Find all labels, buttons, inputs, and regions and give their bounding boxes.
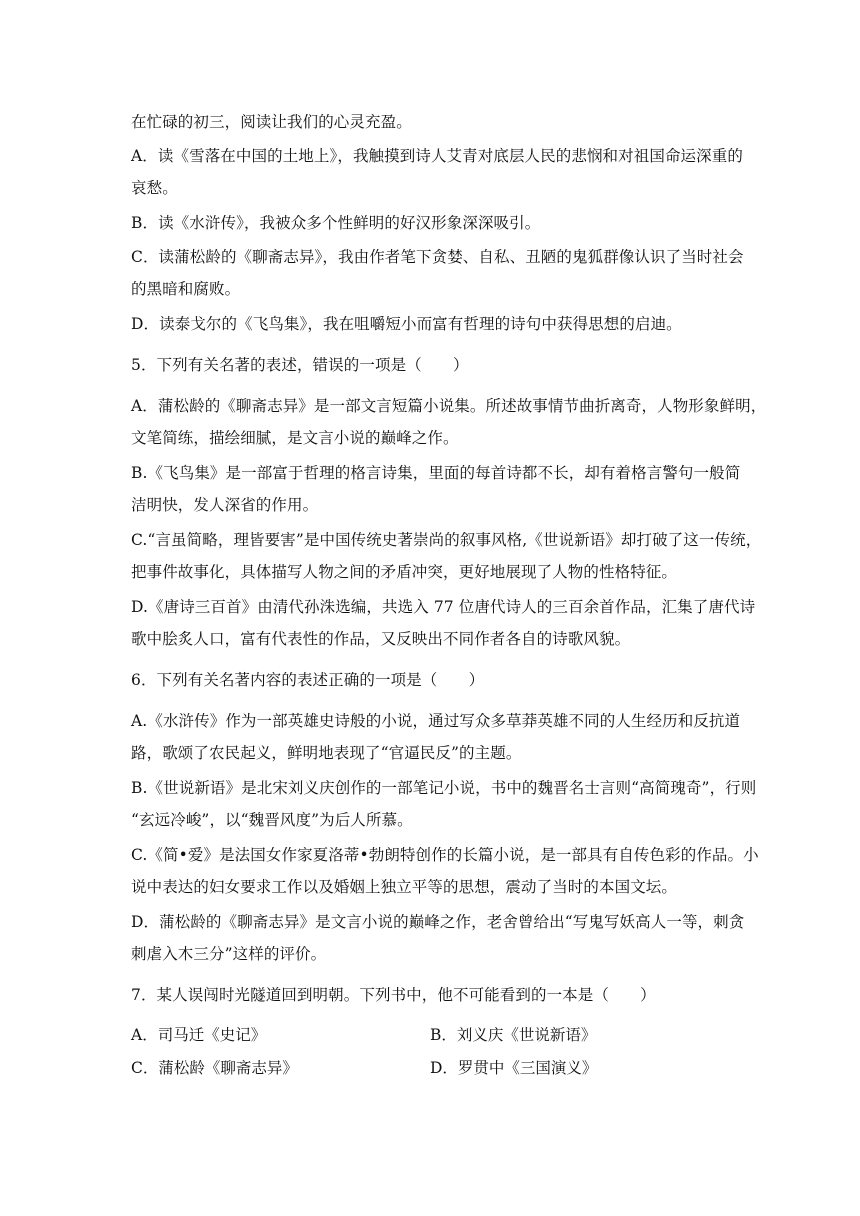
q6-option-d-line2: 刺虐入木三分”这样的评价。 (131, 945, 327, 963)
q5-option-b-line1: B.《飞鸟集》是一部富于哲理的格言诗集，里面的每首诗都不长，却有着格言警句一般简 (131, 464, 741, 482)
q6-option-d-line1: D．蒲松龄的《聊斋志异》是文言小说的巅峰之作，老舍曾给出“写鬼写妖高人一等，刺贪 (131, 913, 745, 931)
q5-option-a-line2: 文笔简练，描绘细腻，是文言小说的巅峰之作。 (131, 429, 459, 447)
q5-option-c-line2: 把事件故事化，具体描写人物之间的矛盾冲突，更好地展现了人物的性格特征。 (131, 563, 678, 581)
q5-option-d-line1: D.《唐诗三百首》由清代孙洙选编，共选入 77 位唐代诗人的三百余首作品，汇集了唐代诗 (131, 598, 756, 616)
q7-option-c: C．蒲松龄《聊斋志异》 (131, 1059, 298, 1077)
q4-option-c-line1: C．读蒲松龄的《聊斋志异》，我由作者笔下贪婪、自私、丑陋的鬼狐群像认识了当时社会 (131, 248, 744, 266)
q5-option-c-line1: C.“言虽简略，理皆要害”是中国传统史著崇尚的叙事风格,《世说新语》却打破了这一传统， (131, 531, 762, 549)
q4-option-a-line2: 哀愁。 (131, 179, 178, 197)
q6-option-a-line1: A.《水浒传》作为一部英雄史诗般的小说，通过写众多草莽英雄不同的人生经历和反抗道 (131, 712, 741, 730)
q6-option-b-line1: B.《世说新语》是北宋刘义庆创作的一部笔记小说，书中的魏晋名士言则“高简瑰奇”，行则 (131, 779, 757, 797)
q4-option-a-line1: A．读《雪落在中国的土地上》，我触摸到诗人艾青对底层人民的悲悯和对祖国命运深重的 (131, 147, 743, 165)
q6-option-b-line2: “玄远冷峻”，以“魏晋风度”为后人所慕。 (131, 811, 413, 829)
q7-option-d: D．罗贯中《三国演义》 (430, 1059, 598, 1077)
q6-option-a-line2: 路，歌颂了农民起义，鲜明地表现了“官逼民反”的主题。 (131, 744, 522, 762)
q7-option-a: A．司马迁《史记》 (131, 1026, 267, 1044)
q4-option-b: B．读《水浒传》，我被众多个性鲜明的好汉形象深深吸引。 (131, 214, 541, 232)
q4-option-c-line2: 的黑暗和腐败。 (131, 280, 241, 298)
q6-option-c-line2: 说中表达的妇女要求工作以及婚姻上独立平等的思想，震动了当时的本国文坛。 (131, 878, 678, 896)
q5-option-b-line2: 洁明快，发人深省的作用。 (131, 496, 319, 514)
q6-stem: 6．下列有关名著内容的表述正确的一项是（ ） (131, 671, 485, 689)
q4-intro: 在忙碌的初三，阅读让我们的心灵充盈。 (131, 113, 412, 131)
q5-option-a-line1: A．蒲松龄的《聊斋志异》是一部文言短篇小说集。所述故事情节曲折离奇，人物形象鲜明， (131, 397, 767, 415)
q7-stem: 7．某人误闯时光隧道回到明朝。下列书中，他不可能看到的一本是（ ） (131, 986, 656, 1004)
q6-option-c-line1: C.《简•爱》是法国女作家夏洛蒂•勃朗特创作的长篇小说，是一部具有自传色彩的作品。小 (131, 846, 759, 864)
q7-option-b: B．刘义庆《世说新语》 (430, 1026, 597, 1044)
q5-stem: 5．下列有关名著的表述，错误的一项是（ ） (131, 356, 469, 374)
q4-option-d: D．读泰戈尔的《飞鸟集》，我在咀嚼短小而富有哲理的诗句中获得思想的启迪。 (131, 315, 682, 333)
q5-option-d-line2: 歌中脍炙人口，富有代表性的作品，又反映出不同作者各自的诗歌风貌。 (131, 630, 631, 648)
